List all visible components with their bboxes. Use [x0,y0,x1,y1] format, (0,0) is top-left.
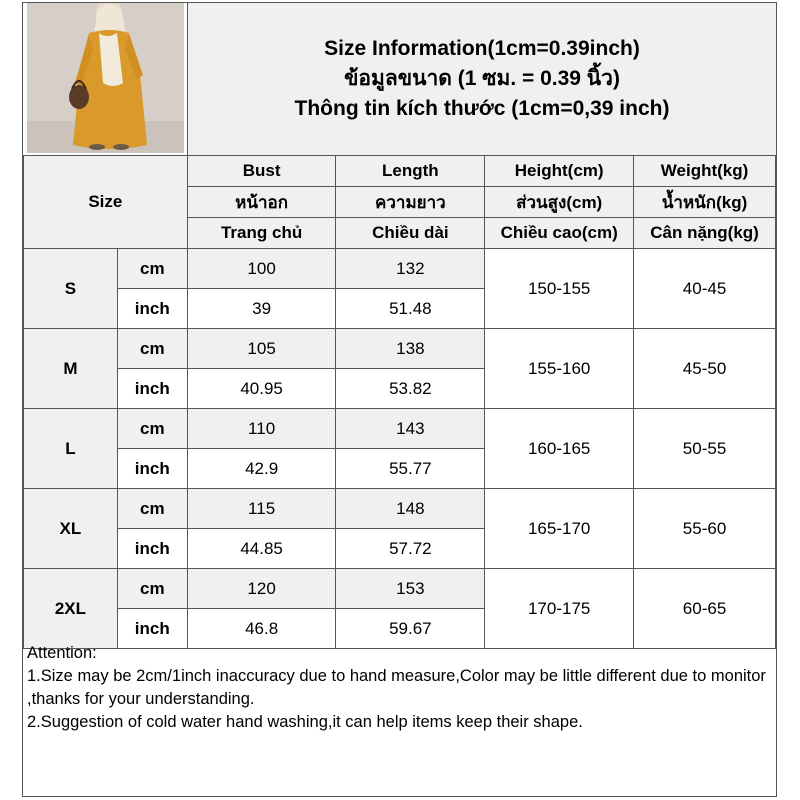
size-chart-sheet [22,2,777,797]
col-header-length-th: ความยาว [336,187,485,218]
title-thai: ข้อมูลขนาด (1 ซม. = 0.39 นิ้ว) [344,67,620,90]
col-header-bust-th: หน้าอก [187,187,336,218]
col-header-height-th: ส่วนสูง(cm) [485,187,634,218]
table-row [24,249,776,289]
col-header-weight-th: น้ำหนัก(kg) [634,187,776,218]
table-row [24,489,776,529]
unit-inch: inch [117,529,187,569]
col-header-height-vi: Chiều cao(cm) [485,218,634,249]
dress-model-icon [27,3,184,153]
col-header-weight-vi: Cân nặng(kg) [634,218,776,249]
bust-inch: 44.85 [187,529,336,569]
size-header: Size [24,156,188,249]
unit-cm: cm [117,329,187,369]
bust-cm: 120 [187,569,336,609]
bust-cm: 110 [187,409,336,449]
unit-inch: inch [117,449,187,489]
bust-inch: 46.8 [187,609,336,649]
bust-cm: 105 [187,329,336,369]
table-row [24,329,776,369]
size-label: 2XL [24,569,118,649]
weight-range: 50-55 [634,409,776,489]
attention-note-1: 1.Size may be 2cm/1inch inaccuracy due to hand measure,Color may be little different due to monitor ,thanks for your understanding. [27,667,766,708]
title-english: Size Information(1cm=0.39inch) [324,37,640,60]
table-row [24,569,776,609]
header-row-en [24,156,776,187]
table-row [24,409,776,449]
unit-cm: cm [117,409,187,449]
height-range: 150-155 [485,249,634,329]
unit-cm: cm [117,569,187,609]
unit-inch: inch [117,289,187,329]
col-header-length: Length [336,156,485,187]
product-photo [27,3,184,153]
attention-notes [23,639,776,737]
length-cm: 143 [336,409,485,449]
length-inch: 57.72 [336,529,485,569]
weight-range: 60-65 [634,569,776,649]
height-range: 160-165 [485,409,634,489]
col-header-weight: Weight(kg) [634,156,776,187]
bust-inch: 39 [187,289,336,329]
length-cm: 148 [336,489,485,529]
length-inch: 53.82 [336,369,485,409]
header [23,3,776,156]
title-box [187,3,776,155]
size-label: XL [24,489,118,569]
height-range: 165-170 [485,489,634,569]
weight-range: 45-50 [634,329,776,409]
size-label: L [24,409,118,489]
col-header-bust-vi: Trang chủ [187,218,336,249]
length-cm: 132 [336,249,485,289]
weight-range: 40-45 [634,249,776,329]
length-inch: 55.77 [336,449,485,489]
unit-inch: inch [117,609,187,649]
length-inch: 59.67 [336,609,485,649]
size-label: M [24,329,118,409]
bust-inch: 40.95 [187,369,336,409]
bust-cm: 115 [187,489,336,529]
unit-cm: cm [117,489,187,529]
size-table [23,155,776,649]
attention-heading: Attention: [27,644,97,662]
title-vietnamese: Thông tin kích thước (1cm=0,39 inch) [294,97,670,120]
length-cm: 153 [336,569,485,609]
bust-cm: 100 [187,249,336,289]
length-cm: 138 [336,329,485,369]
unit-cm: cm [117,249,187,289]
bust-inch: 42.9 [187,449,336,489]
attention-note-2: 2.Suggestion of cold water hand washing,it can help items keep their shape. [27,713,583,731]
size-label: S [24,249,118,329]
col-header-bust: Bust [187,156,336,187]
height-range: 155-160 [485,329,634,409]
height-range: 170-175 [485,569,634,649]
unit-inch: inch [117,369,187,409]
weight-range: 55-60 [634,489,776,569]
col-header-length-vi: Chiều dài [336,218,485,249]
length-inch: 51.48 [336,289,485,329]
col-header-height: Height(cm) [485,156,634,187]
